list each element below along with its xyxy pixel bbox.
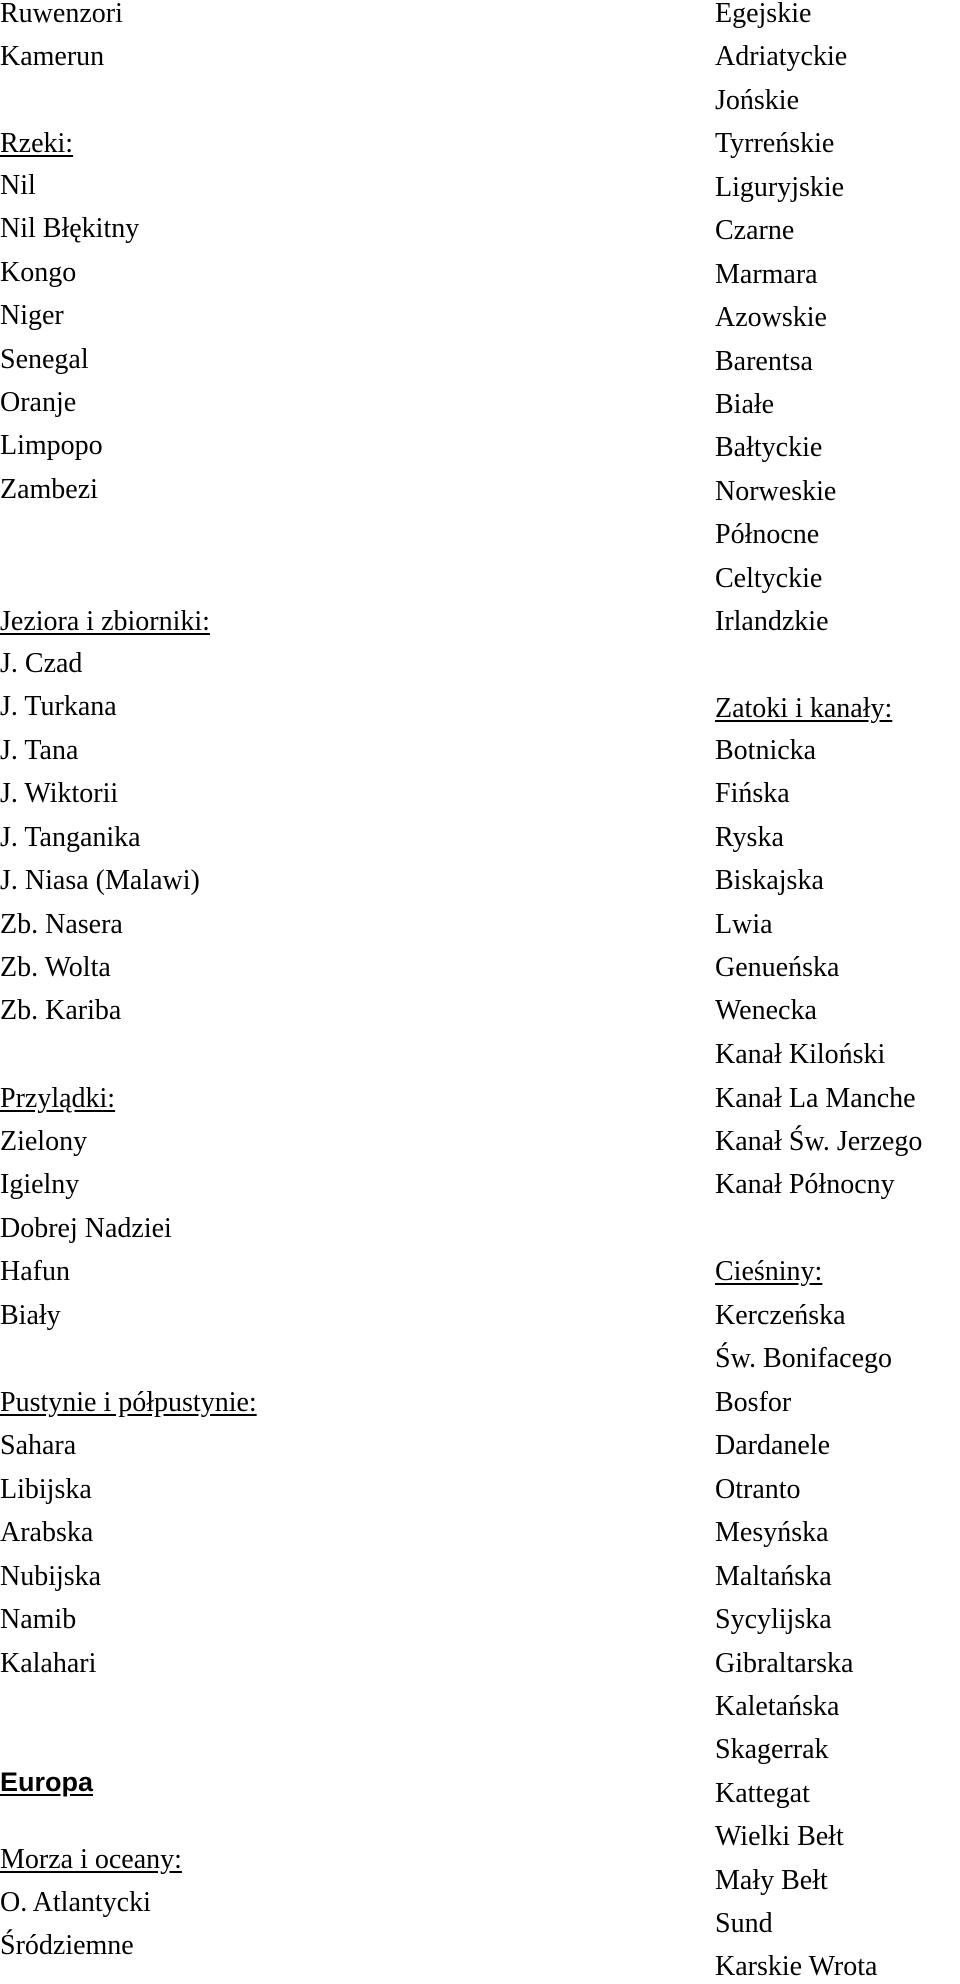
list-item: J. Tanganika xyxy=(0,822,141,853)
list-item: Skagerrak xyxy=(715,1734,829,1765)
list-item: Wielki Bełt xyxy=(715,1821,844,1852)
list-item: Zambezi xyxy=(0,474,98,505)
list-item: Karskie Wrota xyxy=(715,1951,878,1982)
list-item: Genueńska xyxy=(715,952,840,983)
list-item: Nil Błękitny xyxy=(0,213,140,244)
list-item: Hafun xyxy=(0,1256,70,1287)
list-item: Białe xyxy=(715,389,775,420)
list-item: Marmara xyxy=(715,259,818,290)
list-item: Ruwenzori xyxy=(0,0,123,29)
list-item: Gibraltarska xyxy=(715,1648,854,1679)
list-item: Zielony xyxy=(0,1126,88,1157)
list-item: Kanał La Manche xyxy=(715,1083,916,1114)
list-item: Oranje xyxy=(0,387,77,418)
list-item: Kattegat xyxy=(715,1778,810,1809)
list-item: Sycylijska xyxy=(715,1604,832,1635)
list-item: Arabska xyxy=(0,1517,94,1548)
list-item: Kalahari xyxy=(0,1648,97,1679)
list-item: Dobrej Nadziei xyxy=(0,1213,172,1244)
list-item: Maltańska xyxy=(715,1561,832,1592)
list-item: Nil xyxy=(0,170,36,201)
list-item: Liguryjskie xyxy=(715,172,845,203)
list-item: Mały Bełt xyxy=(715,1865,828,1896)
list-item: Senegal xyxy=(0,344,89,375)
list-item: Adriatyckie xyxy=(715,41,848,72)
capes-heading: Przylądki: xyxy=(0,1083,116,1114)
list-item: Igielny xyxy=(0,1169,80,1200)
list-item: J. Turkana xyxy=(0,691,117,722)
list-item: J. Tana xyxy=(0,735,79,766)
deserts-heading: Pustynie i półpustynie: xyxy=(0,1387,257,1418)
list-item: Jońskie xyxy=(715,85,799,116)
list-item: Kanał Północny xyxy=(715,1169,895,1200)
list-item: Limpopo xyxy=(0,430,103,461)
list-item: Kongo xyxy=(0,257,77,288)
list-item: Bosfor xyxy=(715,1387,792,1418)
list-item: Północne xyxy=(715,519,820,550)
list-item: Azowskie xyxy=(715,302,827,333)
europe-heading: Europa xyxy=(0,1767,94,1797)
list-item: Kaletańska xyxy=(715,1691,840,1722)
list-item: Św. Bonifacego xyxy=(715,1343,893,1374)
list-item: Irlandzkie xyxy=(715,606,829,637)
rivers-heading: Rzeki: xyxy=(0,128,74,159)
lakes-heading: Jeziora i zbiorniki: xyxy=(0,606,210,637)
list-item: Kerczeńska xyxy=(715,1300,846,1331)
list-item: J. Niasa (Malawi) xyxy=(0,865,200,896)
list-item: J. Czad xyxy=(0,648,83,679)
list-item: Kamerun xyxy=(0,41,105,72)
list-item: Niger xyxy=(0,300,64,331)
list-item: Botnicka xyxy=(715,735,817,766)
list-item: Biały xyxy=(0,1300,61,1331)
list-item: Kanał Kiloński xyxy=(715,1039,886,1070)
list-item: Otranto xyxy=(715,1474,801,1505)
list-item: Nubijska xyxy=(0,1561,102,1592)
list-item: Zb. Nasera xyxy=(0,909,123,940)
gulfs-heading: Zatoki i kanały: xyxy=(715,693,893,724)
seas-heading: Morza i oceany: xyxy=(0,1844,182,1875)
straits-heading: Cieśniny: xyxy=(715,1256,823,1287)
list-item: J. Wiktorii xyxy=(0,778,119,809)
list-item: Kanał Św. Jerzego xyxy=(715,1126,923,1157)
list-item: Fińska xyxy=(715,778,790,809)
list-item: Sahara xyxy=(0,1430,77,1461)
list-item: Biskajska xyxy=(715,865,824,896)
list-item: Dardanele xyxy=(715,1430,831,1461)
list-item: Tyrreńskie xyxy=(715,128,835,159)
list-item: Libijska xyxy=(0,1474,92,1505)
list-item: Bałtyckie xyxy=(715,432,823,463)
list-item: Zb. Wolta xyxy=(0,952,111,983)
list-item: Sund xyxy=(715,1908,773,1939)
list-item: Egejskie xyxy=(715,0,812,29)
list-item: Śródziemne xyxy=(0,1930,134,1961)
list-item: Ryska xyxy=(715,822,784,853)
list-item: Celtyckie xyxy=(715,563,823,594)
list-item: Namib xyxy=(0,1604,77,1635)
list-item: Lwia xyxy=(715,909,773,940)
list-item: Wenecka xyxy=(715,995,817,1026)
list-item: Mesyńska xyxy=(715,1517,829,1548)
list-item: Czarne xyxy=(715,215,795,246)
list-item: Zb. Kariba xyxy=(0,995,122,1026)
list-item: Barentsa xyxy=(715,346,813,377)
list-item: O. Atlantycki xyxy=(0,1887,151,1918)
list-item: Norweskie xyxy=(715,476,837,507)
